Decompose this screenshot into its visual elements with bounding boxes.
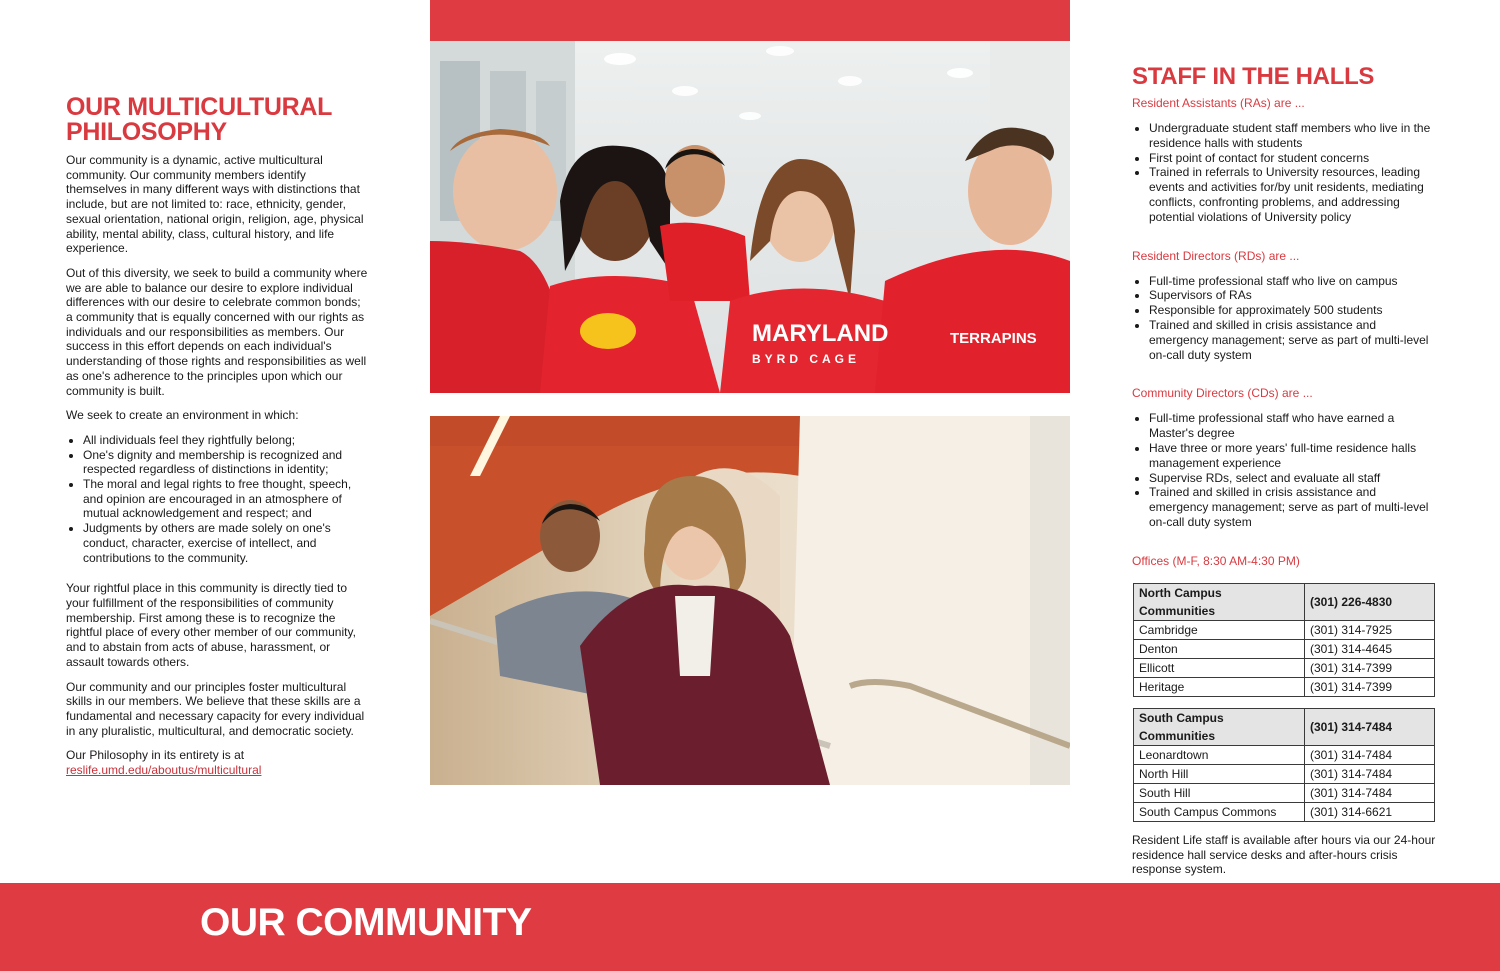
offices-heading: Offices (M-F, 8:30 AM-4:30 PM) xyxy=(1132,553,1300,568)
shirt-text-byrd-cage: BYRD CAGE xyxy=(752,352,861,366)
table-header-row xyxy=(1134,583,1435,620)
philosophy-bullet-list xyxy=(66,433,368,565)
table-row xyxy=(1134,620,1435,639)
table-cell-phone: (301) 314-7484 xyxy=(1305,783,1435,802)
philosophy-link-intro: Our Philosophy in its entirety is at xyxy=(66,748,245,763)
rd-bullet: • Full-time professional staff who live on campus xyxy=(1149,274,1437,289)
philosophy-link-paragraph xyxy=(66,748,368,777)
table-cell-name: Heritage xyxy=(1134,677,1305,696)
table-cell-phone: (301) 314-7925 xyxy=(1305,620,1435,639)
philosophy-title-line1: OUR MULTICULTURAL xyxy=(66,93,333,121)
philosophy-paragraph-5: Our community and our principles foster multicultural skills in our members. We believe that these skills are a fundamental and necessary capacity for every individual in any pluralistic, multicultural, and democratic society. xyxy=(66,679,365,738)
banner-title: OUR COMMUNITY xyxy=(200,901,532,944)
staff-in-halls-section xyxy=(1132,63,1437,877)
table-row xyxy=(1134,783,1435,802)
after-hours-note: Resident Life staff is available after hours via our 24-hour residence hall service desks and after-hours crisis response system. xyxy=(1132,832,1436,877)
cd-bullet: • Supervise RDs, select and evaluate all staff xyxy=(1149,471,1437,486)
rd-bullet: • Supervisors of RAs xyxy=(1149,288,1437,303)
philosophy-paragraph-3: We seek to create an environment in which: xyxy=(66,408,299,423)
ra-bullet: • First point of contact for student concerns xyxy=(1149,151,1437,166)
table-row xyxy=(1134,677,1435,696)
cd-heading: Community Directors (CDs) are ... xyxy=(1132,386,1313,401)
table-header-row xyxy=(1134,708,1435,745)
cd-bullet: • Have three or more years' full-time residence halls management experience xyxy=(1149,441,1437,471)
table-cell-name: South Hill xyxy=(1134,783,1305,802)
bottom-banner xyxy=(0,883,1500,971)
cd-bullet: • Full-time professional staff who have earned a Master's degree xyxy=(1149,411,1437,441)
rd-heading: Resident Directors (RDs) are ... xyxy=(1132,248,1300,263)
table-cell-phone: (301) 314-7484 xyxy=(1305,764,1435,783)
north-campus-table xyxy=(1133,583,1435,697)
table-cell-phone: (301) 314-7399 xyxy=(1305,658,1435,677)
philosophy-bullet: • Judgments by others are made solely on one's conduct, character, exercise of intellect, and contributions to the community. xyxy=(83,521,368,565)
students-group-photo xyxy=(430,41,1070,393)
table-cell-name: South Campus Commons xyxy=(1134,802,1305,821)
philosophy-paragraph-2: Out of this diversity, we seek to build a community where we are able to balance our desire to explore individual differences with our desire to celebrate common bonds; a community that is equally concerned with our rights as individuals and our responsibilities as members. Our success in this effort depends on each individual's understanding of those rights and responsibilities as well as one's adherence to the principles upon which our community is built. xyxy=(66,265,368,398)
table-cell-phone: (301) 314-7484 xyxy=(1305,745,1435,764)
philosophy-paragraph-1: Our community is a dynamic, active multicultural community. Our community members identify themselves in many different ways with distinctions that include, but are not limited to: race, ethnicity, gender, sexual orientation, national origin, religion, age, physical ability, mental ability, class, cultural history, and life experience. xyxy=(66,153,364,256)
table-cell-name: Leonardtown xyxy=(1134,745,1305,764)
philosophy-bullet: • One's dignity and membership is recognized and respected regardless of distinctions in identity; xyxy=(83,448,368,477)
multicultural-philosophy-section xyxy=(66,95,368,788)
table-cell-name: Ellicott xyxy=(1134,658,1305,677)
top-accent-bar xyxy=(430,0,1070,41)
table-cell-name: Denton xyxy=(1134,639,1305,658)
terrapin-logo-icon xyxy=(580,313,636,349)
ra-bullet: • Trained in referrals to University resources, leading events and activities for/by unit residents, mediating conflicts, confronting problems, and addressing potential violations of University policy xyxy=(1149,165,1437,224)
table-cell-name: Cambridge xyxy=(1134,620,1305,639)
rd-bullet-list xyxy=(1132,274,1437,363)
ra-bullet: • Undergraduate student staff members who live in the residence halls with students xyxy=(1149,121,1437,151)
shirt-text-terrapins: TERRAPINS xyxy=(950,330,1037,347)
staff-stairs-photo xyxy=(430,416,1070,785)
table-cell-phone: (301) 226-4830 xyxy=(1305,583,1435,620)
table-cell-phone: (301) 314-4645 xyxy=(1305,639,1435,658)
ra-heading: Resident Assistants (RAs) are ... xyxy=(1132,96,1305,110)
philosophy-link[interactable]: reslife.umd.edu/aboutus/multicultural xyxy=(66,763,262,778)
table-cell-name: South Campus Communities xyxy=(1134,708,1305,745)
table-row xyxy=(1134,764,1435,783)
south-campus-table xyxy=(1133,708,1435,822)
table-cell-phone: (301) 314-7399 xyxy=(1305,677,1435,696)
rd-bullet: • Trained and skilled in crisis assistance and emergency management; serve as part of multi-level on-call duty system xyxy=(1149,318,1437,362)
staff-title: STAFF IN THE HALLS xyxy=(1132,63,1375,90)
ra-bullet-list xyxy=(1132,121,1437,225)
table-row xyxy=(1134,658,1435,677)
table-row xyxy=(1134,745,1435,764)
philosophy-bullet: • All individuals feel they rightfully belong; xyxy=(83,433,368,448)
rd-bullet: • Responsible for approximately 500 students xyxy=(1149,303,1437,318)
philosophy-title xyxy=(66,95,368,145)
staff-stairs-illustration xyxy=(430,416,1070,785)
table-cell-phone: (301) 314-6621 xyxy=(1305,802,1435,821)
students-group-illustration xyxy=(430,41,1070,393)
table-cell-name: North Hill xyxy=(1134,764,1305,783)
philosophy-title-line2: PHILOSOPHY xyxy=(66,118,227,146)
table-row xyxy=(1134,802,1435,821)
table-cell-name: North Campus Communities xyxy=(1134,583,1305,620)
table-row xyxy=(1134,639,1435,658)
philosophy-paragraph-4: Your rightful place in this community is directly tied to your fulfillment of the responsibilities of community membership. First among these is to recognize the rightful place of every other member of our community, and to abstain from acts of abuse, harassment, or assault towards others. xyxy=(66,581,356,669)
cd-bullet: • Trained and skilled in crisis assistance and emergency management; serve as part of multi-level on-call duty system xyxy=(1149,485,1437,529)
cd-bullet-list xyxy=(1132,411,1437,529)
table-cell-phone: (301) 314-7484 xyxy=(1305,708,1435,745)
shirt-text-maryland: MARYLAND xyxy=(752,320,889,347)
philosophy-bullet: • The moral and legal rights to free thought, speech, and opinion are encouraged in an atmosphere of mutual acknowledgement and respect; and xyxy=(83,477,368,521)
